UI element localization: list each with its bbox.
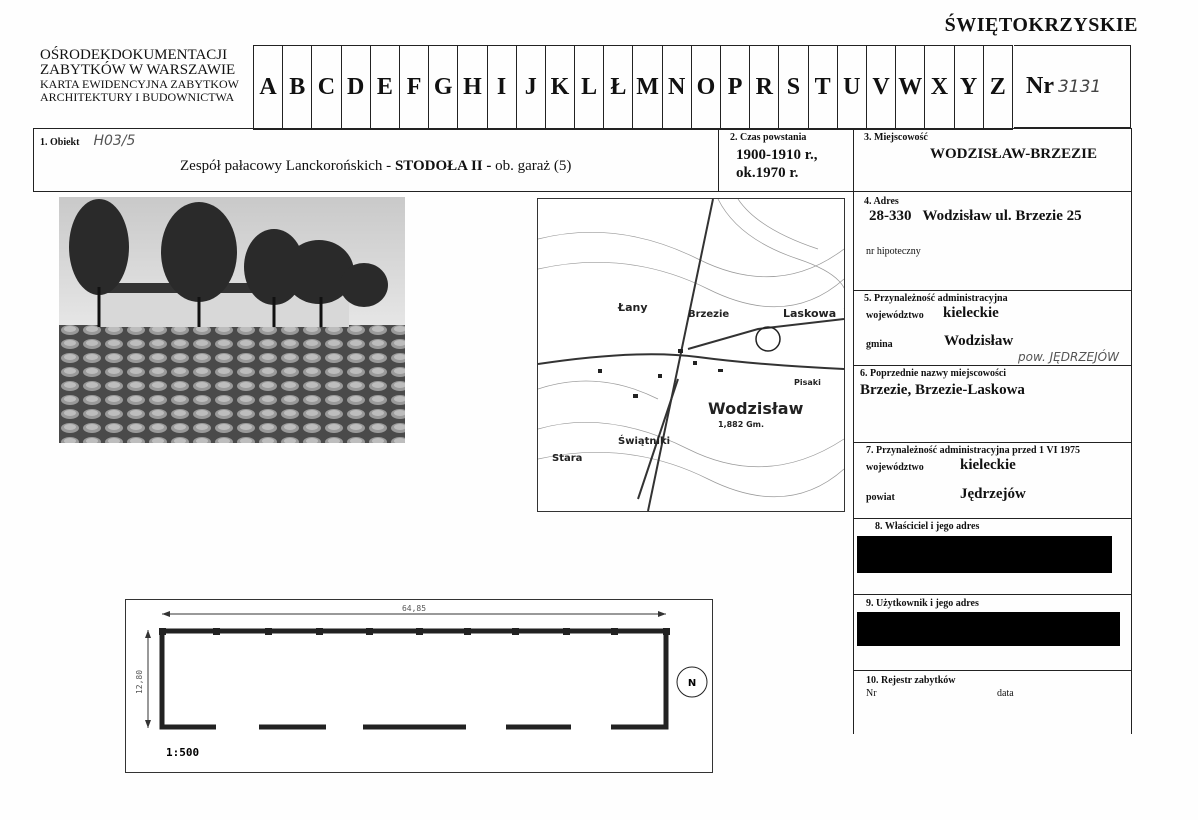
- nr-label: Nr: [1026, 73, 1054, 99]
- obiekt-text-after: ob. garaż (5): [495, 158, 572, 174]
- miejscowosc-value: WODZISŁAW-BRZEZIE: [930, 146, 1097, 162]
- divider: [718, 128, 719, 191]
- alphabet-index: [253, 45, 1013, 130]
- letter-box-e: E: [371, 46, 400, 129]
- plan-scale: 1:500: [166, 746, 200, 759]
- adres-value: 28-330 Wodzisław ul. Brzezie 25: [869, 208, 1082, 224]
- floor-plan: [125, 599, 713, 773]
- institution-line4: ARCHITEKTURY I BUDOWNICTWA: [40, 90, 235, 104]
- divider: [853, 290, 1132, 291]
- divider: [853, 128, 854, 734]
- letter-box-r: R: [750, 46, 779, 129]
- nr-value: 3131: [1057, 76, 1102, 97]
- letter-box-z: Z: [989, 74, 1006, 100]
- institution-line2: ZABYTKÓW W WARSZAWIE: [40, 62, 236, 78]
- powiat-value: Jędrzejów: [960, 486, 1026, 502]
- obiekt-handwritten: H03/5: [93, 133, 136, 149]
- letter-box-v: V: [867, 46, 896, 129]
- map-image: [538, 199, 844, 511]
- divider: [853, 594, 1132, 595]
- letter-box-k: K: [546, 46, 575, 129]
- plan-length: 64,85: [401, 604, 427, 613]
- czas-line1: 1900-1910 r.,: [736, 147, 818, 163]
- poprzednie-label: 6. Poprzednie nazwy miejscowości: [860, 368, 1007, 379]
- divider: [33, 191, 1132, 192]
- letter-box-m: M: [633, 46, 662, 129]
- letter-box-ł: Ł: [604, 46, 633, 129]
- letter-box-n: N: [663, 46, 692, 129]
- redacted-owner: [857, 536, 1112, 573]
- gmina-value: Wodzisław: [944, 333, 1014, 349]
- letter-box-a: A: [254, 46, 283, 129]
- powiat-label: powiat: [866, 492, 895, 503]
- map-label-gm: 1,882 Gm.: [718, 420, 765, 429]
- institution-header: [40, 48, 239, 104]
- divider: [853, 365, 1132, 366]
- map-label-wodzislaw: Wodzisław: [708, 399, 804, 418]
- divider: [853, 670, 1132, 671]
- przynaleznosc-handwritten: pow. JĘDRZEJÓW: [1018, 350, 1119, 364]
- region-title: ŚWIĘTOKRZYSKIE: [944, 14, 1138, 36]
- adres-label: 4. Adres: [864, 196, 899, 207]
- rejestr-label: 10. Rejestr zabytków: [866, 675, 956, 686]
- map-label-brzezie: Brzezie: [688, 309, 730, 320]
- letter-box-l: L: [575, 46, 604, 129]
- divider: [853, 442, 1132, 443]
- map-label-swiatniki: Świątniki: [618, 436, 671, 447]
- woj1975-value: kieleckie: [960, 457, 1016, 473]
- divider: [853, 518, 1132, 519]
- letter-box-s: S: [779, 46, 808, 129]
- obiekt-label: 1. Obiekt: [40, 137, 80, 148]
- map-label-pisaki: Pisaki: [794, 378, 821, 387]
- plan-width: 12,80: [135, 669, 144, 695]
- letter-box-x: X: [925, 46, 954, 129]
- obiekt-value: [180, 158, 571, 175]
- north-icon: N: [687, 678, 697, 689]
- letter-box-t: T: [809, 46, 838, 129]
- divider: [33, 128, 1132, 129]
- przynaleznosc-label: 5. Przynależność administracyjna: [864, 293, 1008, 304]
- field-obiekt-header: [40, 132, 135, 150]
- letter-box-b: B: [283, 46, 312, 129]
- obiekt-text-bold: STODOŁA II -: [394, 158, 496, 174]
- letter-box-d: D: [342, 46, 371, 129]
- miejscowosc-label: 3. Miejscowość: [864, 132, 928, 143]
- letter-box-p: P: [721, 46, 750, 129]
- letter-box-h: H: [458, 46, 487, 129]
- woj-label: województwo: [866, 310, 924, 321]
- map-label-stara: Stara: [552, 453, 583, 464]
- gmina-label: gmina: [866, 339, 893, 350]
- divider: [33, 128, 34, 191]
- obiekt-text-before: Zespół pałacowy Lanckorońskich -: [180, 158, 395, 174]
- hipoteczny-label: nr hipoteczny: [866, 246, 921, 257]
- photo-image: [59, 197, 405, 443]
- wlasciciel-label: 8. Właściciel i jego adres: [875, 521, 980, 532]
- czas-label: 2. Czas powstania: [730, 132, 807, 143]
- letter-box-f: F: [400, 46, 429, 129]
- przynaleznosc1975-label: 7. Przynależność administracyjna przed 1 VI 1975: [866, 445, 1080, 456]
- letter-box-o: O: [692, 46, 721, 129]
- number-box: [1014, 45, 1131, 128]
- divider: [1131, 128, 1132, 734]
- poprzednie-value: Brzezie, Brzezie-Laskowa: [860, 382, 1025, 398]
- letter-box-j: J: [517, 46, 546, 129]
- woj-value: kieleckie: [943, 305, 999, 321]
- building-photo: [59, 197, 405, 443]
- rejestr-nr-label: Nr: [866, 688, 877, 699]
- woj1975-label: województwo: [866, 462, 924, 473]
- institution-line3: KARTA EWIDENCYJNA ZABYTKOW: [40, 77, 239, 91]
- letter-box-w: W: [896, 46, 925, 129]
- topographic-map: [537, 198, 845, 512]
- letter-box-i: I: [488, 46, 517, 129]
- institution-line1: OŚRODEKDOKUMENTACJI: [40, 47, 228, 63]
- letter-box-g: G: [429, 46, 458, 129]
- czas-value: [736, 146, 818, 182]
- letter-box-c: C: [312, 46, 341, 129]
- letter-box-u: U: [838, 46, 867, 129]
- redacted-user: [857, 612, 1120, 646]
- letter-box-y: Y: [955, 46, 984, 129]
- plan-drawing: [126, 600, 712, 772]
- map-label-laskowa: Laskowa: [783, 307, 837, 320]
- map-label-lany: Łany: [618, 301, 648, 314]
- rejestr-data-label: data: [997, 688, 1014, 699]
- uzytkownik-label: 9. Użytkownik i jego adres: [866, 598, 979, 609]
- czas-line2: ok.1970 r.: [736, 165, 799, 181]
